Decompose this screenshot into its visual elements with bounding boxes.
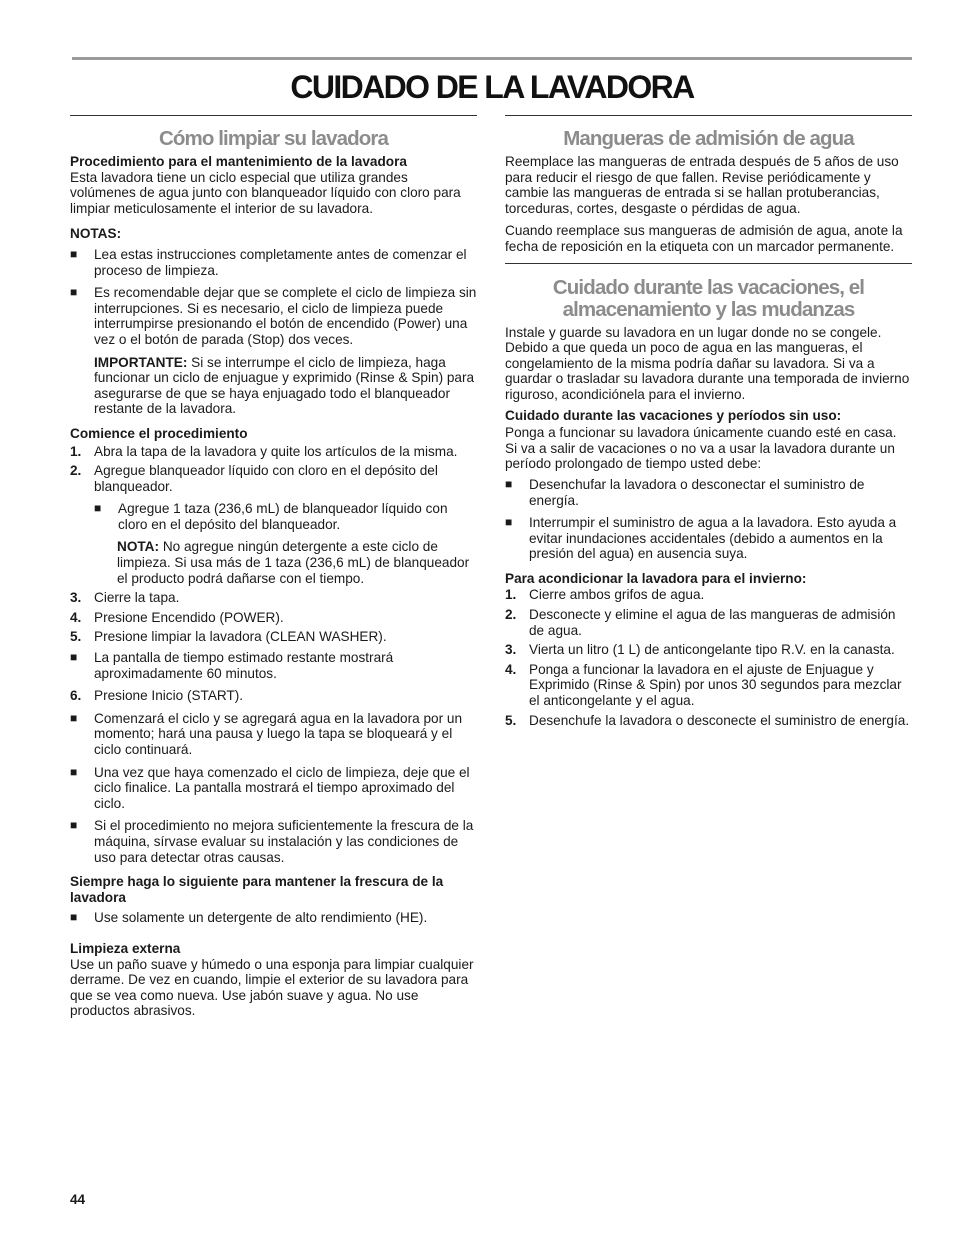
nota-note: NOTA: No agregue ningún detergente a este ciclo de limpieza. Si usa más de 1 taza (236,6 mL) de blanqueador el producto podrá dañarse con el tiempo. bbox=[117, 539, 470, 586]
maintenance-heading: Procedimiento para el mantenimiento de la lavadora bbox=[70, 154, 407, 169]
winter-step-2: 2. Desconecte y elimine el agua de las mangueras de admisión de agua. bbox=[505, 607, 896, 638]
section-divider bbox=[505, 263, 912, 264]
bullet-square-icon: ■ bbox=[70, 285, 78, 300]
step-5: 5. Presione limpiar la lavadora (CLEAN WASHER). bbox=[70, 629, 387, 645]
bullet-square-icon: ■ bbox=[70, 246, 78, 261]
list-item: ■ Comenzará el ciclo y se agregará agua en la lavadora por un momento; hará una pausa y luego la tapa se bloqueará y el ciclo continuará. bbox=[70, 710, 463, 757]
winter-step-1: 1. Cierre ambos grifos de agua. bbox=[505, 587, 705, 603]
step-2: 2. Agregue blanqueador líquido con cloro en el depósito del blanqueador. bbox=[70, 463, 438, 494]
section-title-vacation: Cuidado durante las vacaciones, el almacenamiento y las mudanzas bbox=[552, 275, 865, 321]
freshness-heading: Siempre haga lo siguiente para mantener la frescura de la lavadora bbox=[70, 874, 444, 905]
important-note: IMPORTANTE: Si se interrumpe el ciclo de limpieza, haga funcionar un ciclo de enjuague y exprimido (Rinse & Spin) para asegurarse de que se haya enjuagado todo el blanqueador restante de la lavadora. bbox=[94, 354, 475, 417]
step-4: 4. Presione Encendido (POWER). bbox=[70, 609, 284, 625]
maintenance-text: Esta lavadora tiene un ciclo especial que utiliza grandes volúmenes de agua junto con blanqueador líquido con cloro para limpiar meticulosamente el interior de su lavadora. bbox=[70, 169, 461, 216]
list-item: ■ La pantalla de tiempo estimado restante mostrará aproximadamente 60 minutos. bbox=[70, 650, 394, 681]
list-item: ■ Interrumpir el suministro de agua a la lavadora. Esto ayuda a evitar inundaciones accidentales (debido a aumentos en la presión del agua) en ausencia suya. bbox=[505, 515, 897, 562]
hoses-replace-text: Cuando reemplace sus mangueras de admisión de agua, anote la fecha de reposición en la etiqueta con un marcador permanente. bbox=[505, 223, 903, 254]
bullet-square-icon: ■ bbox=[70, 764, 78, 779]
step-6: 6. Presione Inicio (START). bbox=[70, 688, 244, 704]
winter-step-5: 5. Desenchufe la lavadora o desconecte el suministro de energía. bbox=[505, 712, 910, 728]
step-3: 3. Cierre la tapa. bbox=[70, 590, 180, 606]
vacation-text: Instale y guarde su lavadora en un lugar donde no se congele. Debido a que queda un poco de agua en las mangueras, el congelamiento de la misma podría dañar su lavadora. Si va a guardar o trasladar su lavadora durante una temporada de invierno riguroso, acondiciónela para el invierno. bbox=[505, 324, 910, 402]
external-cleaning-text: Use un paño suave y húmedo o una esponja para limpiar cualquier derrame. De vez en cuando, limpie el exterior de su lavadora para que se vea como nueva. Use jabón suave y agua. No use productos abrasivos. bbox=[70, 956, 474, 1019]
list-item: ■ Desenchufar la lavadora o desconectar el suministro de energía. bbox=[505, 476, 865, 508]
bullet-square-icon: ■ bbox=[70, 710, 78, 725]
list-item: ■ Lea estas instrucciones completamente antes de comenzar el proceso de limpieza. bbox=[70, 246, 467, 278]
list-item: ■ Si el procedimiento no mejora suficientemente la frescura de la máquina, sírvase evaluar su instalación y las condiciones de uso para detectar otras causas. bbox=[70, 818, 474, 865]
nonuse-heading: Cuidado durante las vacaciones y períodos sin uso: bbox=[505, 407, 842, 423]
winter-step-3: 3. Vierta un litro (1 L) de anticongelante tipo R.V. en la canasta. bbox=[505, 642, 895, 658]
notes-label: NOTAS: bbox=[70, 226, 122, 242]
bullet-square-icon: ■ bbox=[70, 910, 78, 925]
top-rule bbox=[72, 57, 912, 60]
list-item: ■ Agregue 1 taza (236,6 mL) de blanqueador líquido con cloro en el depósito del blanqueador. bbox=[94, 501, 448, 532]
list-item: ■ Una vez que haya comenzado el ciclo de limpieza, deje que el ciclo finalice. La pantalla mostrará el tiempo aproximado del ciclo. bbox=[70, 764, 470, 811]
bullet-square-icon: ■ bbox=[70, 650, 78, 665]
hoses-text: Reemplace las mangueras de entrada después de 5 años de uso para reducir el riesgo de que fallen. Revise periódicamente y cambie las mangueras de entrada si se hallan protuberancias, torceduras, cortes, desgaste o pérdidas de agua. bbox=[505, 154, 899, 216]
page-number: 44 bbox=[70, 1192, 86, 1207]
bullet-square-icon: ■ bbox=[505, 515, 513, 530]
list-item: ■ Use solamente un detergente de alto rendimiento (HE). bbox=[70, 910, 428, 926]
section-title-cleaning: Cómo limpiar su lavadora bbox=[158, 127, 389, 150]
left-column bbox=[70, 115, 477, 1019]
winter-step-4: 4. Ponga a funcionar la lavadora en el ajuste de Enjuague y Exprimido (Rinse & Spin) por unos 30 segundos para mezclar el anticongelante y el agua. bbox=[505, 661, 902, 709]
external-cleaning-heading: Limpieza externa bbox=[70, 940, 181, 956]
right-column bbox=[505, 115, 912, 728]
section-divider bbox=[505, 115, 912, 116]
bullet-square-icon: ■ bbox=[70, 818, 78, 833]
step-1: 1. Abra la tapa de la lavadora y quite los artículos de la misma. bbox=[70, 443, 458, 459]
winterize-heading: Para acondicionar la lavadora para el invierno: bbox=[505, 570, 807, 586]
section-divider bbox=[70, 115, 477, 116]
start-procedure-heading: Comience el procedimiento bbox=[70, 425, 248, 441]
list-item: ■ Es recomendable dejar que se complete el ciclo de limpieza sin interrupciones. Si es necesario, el ciclo de limpieza puede interrumpirse presionando el botón de encendido (Power) una vez o el botón de parada (Stop) dos veces. bbox=[70, 285, 477, 347]
bullet-square-icon: ■ bbox=[94, 501, 102, 516]
nonuse-text: Ponga a funcionar su lavadora únicamente cuando esté en casa. Si va a salir de vacaciones o no va a usar la lavadora durante un período prolongado de tiempo usted debe: bbox=[505, 425, 897, 472]
bullet-square-icon: ■ bbox=[505, 476, 513, 491]
page-title: CUIDADO DE LA LAVADORA bbox=[290, 69, 694, 105]
section-title-hoses: Mangueras de admisión de agua bbox=[563, 127, 854, 150]
